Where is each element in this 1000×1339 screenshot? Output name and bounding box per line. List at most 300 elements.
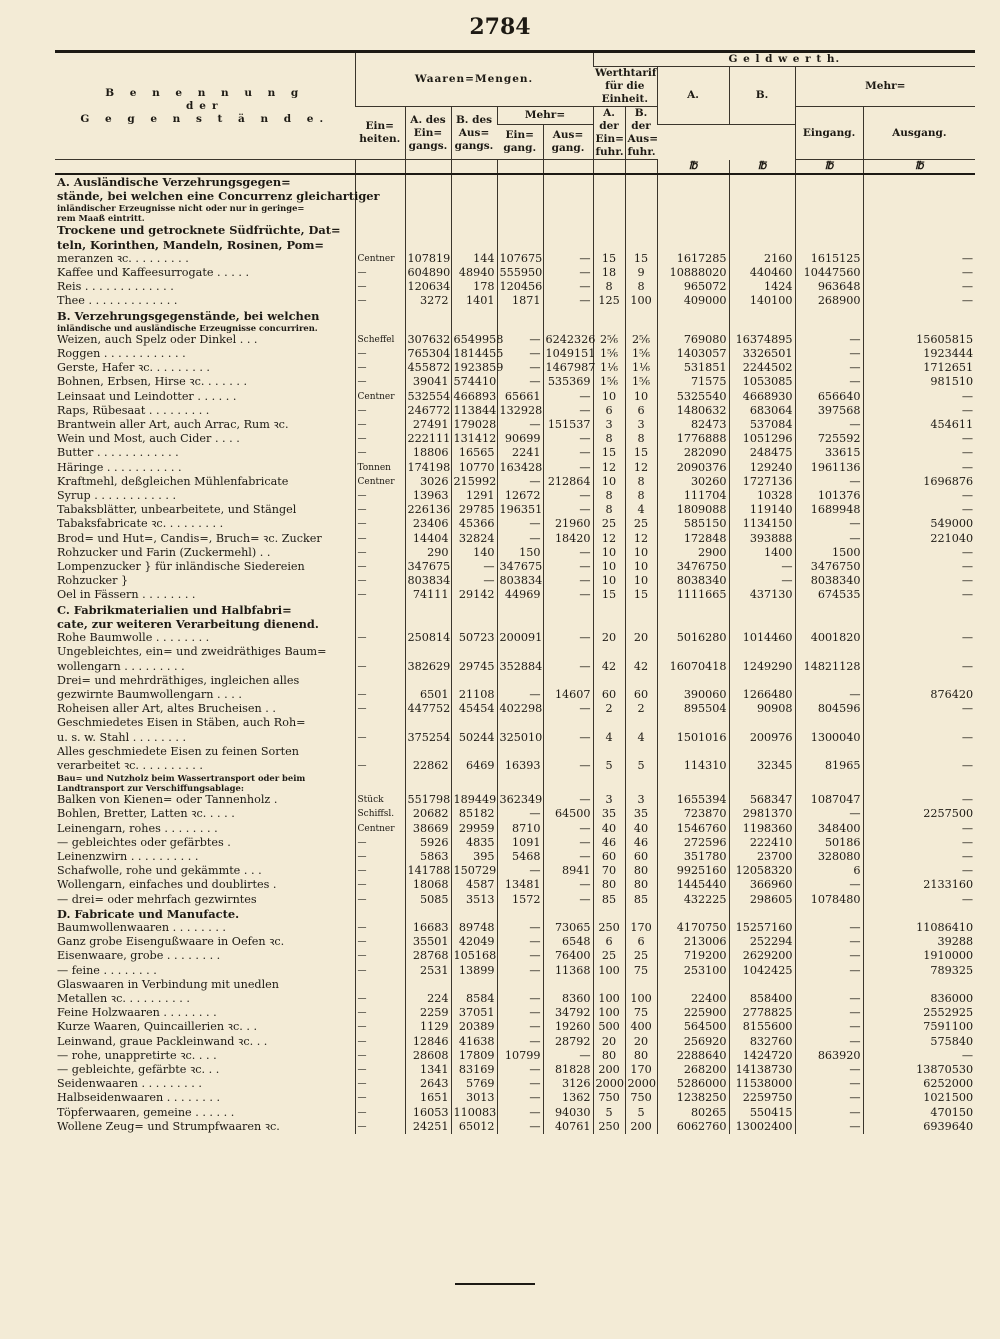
a-eingang-cell (405, 617, 451, 631)
value-b-cell: 14138730 (729, 1063, 795, 1077)
tarif-a-cell: 10 (593, 574, 625, 588)
value-a-cell (657, 907, 729, 921)
value-a-cell: 432225 (657, 893, 729, 907)
unit-cell: — (355, 280, 405, 294)
value-a-cell: 1403057 (657, 347, 729, 361)
value-mehr-ausgang-cell: — (863, 759, 975, 773)
value-mehr-ausgang-cell: 221040 (863, 532, 975, 546)
value-mehr-ausgang-cell: — (863, 560, 975, 574)
value-b-header: B. (729, 67, 795, 125)
a-eingang-cell (405, 189, 451, 203)
unit-cell (355, 223, 405, 237)
table-row (55, 280, 975, 294)
b-ausgang-cell: 144 (451, 252, 497, 266)
b-ausgang-cell: 4587 (451, 878, 497, 892)
value-b-cell: 298605 (729, 893, 795, 907)
mehr-ausgang-qty-cell: — (543, 793, 593, 807)
table-row (55, 1091, 975, 1105)
item-name-cell: cate, zur weiteren Verarbeitung dienend. (57, 616, 319, 631)
mehr-ausgang-qty-cell: 34792 (543, 1006, 593, 1020)
a-eingang-cell: 290 (405, 546, 451, 560)
value-a-cell: 1445440 (657, 878, 729, 892)
mehr-ausgang-qty-cell: — (543, 432, 593, 446)
tarif-a-cell: 200 (593, 1063, 625, 1077)
tarif-b-cell: 100 (625, 992, 657, 1006)
mehr-ausgang-qty-cell: — (543, 489, 593, 503)
value-a-cell: 2900 (657, 546, 729, 560)
table-row (55, 645, 975, 659)
tarif-a-cell (593, 323, 625, 333)
value-mehr-eingang-cell: — (795, 532, 863, 546)
table-row (55, 850, 975, 864)
mehr-eingang-qty-cell: 347675 (497, 560, 543, 574)
mehr-eingang-qty-cell: — (497, 333, 543, 347)
unit-cell: — (355, 532, 405, 546)
a-eingang-cell (405, 223, 451, 237)
tarif-b-cell: 9 (625, 266, 657, 280)
value-mehr-ausgang-cell: — (863, 503, 975, 517)
tarif-b-cell: 6 (625, 404, 657, 418)
geldwerth-header: G e l d w e r t h. (593, 52, 975, 67)
unit-cell (355, 174, 405, 189)
value-mehr-ausgang-cell: 575840 (863, 1035, 975, 1049)
value-a-cell: 5286000 (657, 1077, 729, 1091)
tarif-b-cell: 1⁵⁄₆ (625, 375, 657, 389)
tarif-a-cell (593, 907, 625, 921)
mehr-ausgang-qty-cell (543, 309, 593, 323)
b-ausgang-cell: — (451, 574, 497, 588)
item-name-cell: Tabaksblätter, unbearbeitete, und Stängel (57, 503, 297, 517)
a-eingang-cell: 1341 (405, 1063, 451, 1077)
b-ausgang-cell: 45454 (451, 702, 497, 716)
value-mehr-eingang-cell: 963648 (795, 280, 863, 294)
a-eingang-cell: 12846 (405, 1035, 451, 1049)
tarif-a-cell (593, 223, 625, 237)
value-mehr-ausgang-cell: 1696876 (863, 475, 975, 489)
unit-cell: Centner (355, 390, 405, 404)
value-a-cell: 253100 (657, 964, 729, 978)
item-name-cell: Leinenzwirn . . . . . . . . . . (57, 849, 199, 863)
table-row (55, 893, 975, 907)
a-eingang-cell: 347675 (405, 560, 451, 574)
value-mehr-ausgang-cell: 836000 (863, 992, 975, 1006)
tarif-b-cell (625, 773, 657, 783)
unit-cell: — (355, 375, 405, 389)
value-mehr-ausgang-cell: — (863, 546, 975, 560)
b-ausgang-cell: 65012 (451, 1120, 497, 1134)
b-ausgang-cell: 110083 (451, 1106, 497, 1120)
mehr-eingang-qty-cell: — (497, 864, 543, 878)
tarif-a-cell: 125 (593, 294, 625, 308)
b-ausgang-cell: 395 (451, 850, 497, 864)
table-row (55, 223, 975, 237)
value-b-cell: — (729, 574, 795, 588)
unit-cell: — (355, 964, 405, 978)
a-eingang-cell: 551798 (405, 793, 451, 807)
value-a-cell: 268200 (657, 1063, 729, 1077)
item-name-cell: Ganz grobe Eisengußwaare in Oefen ꝛc. (57, 935, 285, 949)
b-ausgang-cell: 41638 (451, 1035, 497, 1049)
tarif-b-cell: 80 (625, 878, 657, 892)
value-a-cell: 769080 (657, 333, 729, 347)
item-name-cell: Bau= und Nutzholz beim Wassertransport oder beim (57, 773, 306, 784)
tarif-b-cell: 12 (625, 532, 657, 546)
value-mehr-eingang-cell: — (795, 517, 863, 531)
value-b-cell: 32345 (729, 759, 795, 773)
unit-cell: — (355, 759, 405, 773)
value-b-cell (729, 174, 795, 189)
a-eingang-cell (405, 773, 451, 783)
blank-header (451, 160, 497, 175)
value-mehr-eingang-cell: 268900 (795, 294, 863, 308)
value-a-cell: 895504 (657, 702, 729, 716)
value-mehr-ausgang-cell: — (863, 836, 975, 850)
mehr-eingang-qty-cell (497, 203, 543, 213)
value-b-cell: 90908 (729, 702, 795, 716)
value-b-cell: 15257160 (729, 921, 795, 935)
item-name-cell: Rohzucker } (57, 574, 129, 588)
item-name-cell: D. Fabricate und Manufacte. (57, 906, 240, 921)
b-ausgang-cell: 50244 (451, 731, 497, 745)
item-name-cell: Weizen, auch Spelz oder Dinkel . . . (57, 332, 258, 346)
table-row (55, 716, 975, 730)
item-name-cell: — feine . . . . . . . . (57, 963, 157, 977)
table-row (55, 266, 975, 280)
tarif-a-cell: 8 (593, 489, 625, 503)
value-mehr-eingang-cell (795, 323, 863, 333)
value-b-cell: 858400 (729, 992, 795, 1006)
tarif-b-cell: 25 (625, 949, 657, 963)
einheiten-header: Ein= heiten. (355, 107, 405, 160)
unit-cell: — (355, 631, 405, 645)
table-row (55, 189, 975, 203)
b-ausgang-cell (451, 309, 497, 323)
tarif-b-cell: 6 (625, 935, 657, 949)
value-b-cell (729, 189, 795, 203)
table-row (55, 333, 975, 347)
table-row (55, 1049, 975, 1063)
b-ausgang-cell: 13899 (451, 964, 497, 978)
value-mehr-eingang-cell: 4001820 (795, 631, 863, 645)
b-ausgang-cell (451, 213, 497, 223)
value-mehr-ausgang-cell (863, 213, 975, 223)
value-mehr-eingang-cell: — (795, 1077, 863, 1091)
value-a-cell: 213006 (657, 935, 729, 949)
a-eingang-cell: 174198 (405, 461, 451, 475)
mehr-ausgang-qty-cell: — (543, 252, 593, 266)
value-b-cell (729, 978, 795, 992)
value-mehr-eingang-cell: 1300040 (795, 731, 863, 745)
mehr-eingang-qty-cell (497, 645, 543, 659)
unit-cell: — (355, 347, 405, 361)
item-name-cell: Reis . . . . . . . . . . . . . (57, 280, 174, 294)
item-name-cell: Leinwand, graue Packleinwand ꝛc. . . (57, 1034, 268, 1048)
a-eingang-cell: 23406 (405, 517, 451, 531)
a-eingang-cell (405, 645, 451, 659)
tarif-a-cell (593, 783, 625, 793)
mehr-eingang-qty-cell: — (497, 1020, 543, 1034)
value-mehr-eingang-cell (795, 213, 863, 223)
tarif-b-cell (625, 213, 657, 223)
unit-cell (355, 716, 405, 730)
mehr-ausgang-qty-cell: — (543, 731, 593, 745)
value-b-cell: 1053085 (729, 375, 795, 389)
tarif-b-cell (625, 309, 657, 323)
unit-cell: — (355, 546, 405, 560)
a-eingang-cell: 2643 (405, 1077, 451, 1091)
blank-header (625, 160, 657, 175)
unit-cell: — (355, 921, 405, 935)
mehr-eingang-qty-cell: 325010 (497, 731, 543, 745)
tarif-b-cell: 20 (625, 631, 657, 645)
table-row (55, 489, 975, 503)
value-b-cell: 550415 (729, 1106, 795, 1120)
table-row (55, 864, 975, 878)
value-mehr-ausgang-cell: — (863, 390, 975, 404)
tarif-a-cell (593, 773, 625, 783)
b-ausgang-cell: 85182 (451, 807, 497, 821)
mehr-eingang-qty-cell: 120456 (497, 280, 543, 294)
value-a-cell: 272596 (657, 836, 729, 850)
mehr-ausgang-qty-cell: — (543, 503, 593, 517)
item-name-cell: Rohzucker und Farin (Zuckermehl) . . (57, 545, 271, 559)
a-eingang-cell (405, 745, 451, 759)
b-ausgang-cell: 89748 (451, 921, 497, 935)
mehr-ausgang-qty-cell: — (543, 266, 593, 280)
value-b-cell: 1424720 (729, 1049, 795, 1063)
table-row (55, 617, 975, 631)
tarif-b-cell (625, 189, 657, 203)
b-ausgang-cell: 8584 (451, 992, 497, 1006)
value-mehr-ausgang-cell: — (863, 280, 975, 294)
value-b-cell: 2981370 (729, 807, 795, 821)
a-eingang-cell: 2259 (405, 1006, 451, 1020)
mehr-eingang-header: Eingang. (795, 107, 863, 160)
value-b-cell: 23700 (729, 850, 795, 864)
item-name-cell: Kraftmehl, deßgleichen Mühlenfabricate (57, 474, 289, 488)
value-mehr-ausgang-cell: — (863, 588, 975, 602)
mehr-eingang-qty-cell: 44969 (497, 588, 543, 602)
mehr-ausgang-qty-cell: — (543, 280, 593, 294)
b-ausgang-cell: 5769 (451, 1077, 497, 1091)
value-b-cell: 200976 (729, 731, 795, 745)
item-name-cell: Leinsaat und Leindotter . . . . . . (57, 389, 237, 403)
value-a-cell: 2090376 (657, 461, 729, 475)
tarif-a-cell: 42 (593, 660, 625, 674)
a-eingang-cell: 141788 (405, 864, 451, 878)
value-a-header: A. (657, 67, 729, 125)
value-mehr-ausgang-cell: — (863, 252, 975, 266)
unit-cell: Scheffel (355, 333, 405, 347)
mehr-ausgang-qty-cell: — (543, 446, 593, 460)
mehr-eingang-qty-cell: — (497, 517, 543, 531)
tarif-a-cell: 3 (593, 418, 625, 432)
value-mehr-ausgang-cell: — (863, 850, 975, 864)
mehr-ausgang-qty-cell: — (543, 404, 593, 418)
value-mehr-eingang-cell: — (795, 878, 863, 892)
a-eingang-cell: 455872 (405, 361, 451, 375)
tarif-a-cell (593, 189, 625, 203)
item-name-cell: Bohlen, Bretter, Latten ꝛc. . . . . (57, 807, 235, 821)
b-ausgang-cell: 21108 (451, 688, 497, 702)
tarif-b-cell: 10 (625, 546, 657, 560)
a-eingang-cell: 28768 (405, 949, 451, 963)
a-eingangs-header: A. des Ein= gangs. (405, 107, 451, 160)
b-ausgang-cell: 83169 (451, 1063, 497, 1077)
b-ausgang-cell: 37051 (451, 1006, 497, 1020)
value-b-cell: 1134150 (729, 517, 795, 531)
table-row (55, 347, 975, 361)
value-mehr-ausgang-cell (863, 309, 975, 323)
mehr-eingang-qty-cell: — (497, 921, 543, 935)
tarif-b-cell: 100 (625, 294, 657, 308)
value-mehr-ausgang-cell (863, 745, 975, 759)
value-mehr-eingang-cell: 14821128 (795, 660, 863, 674)
item-name-cell: Wollene Zeug= und Strumpfwaaren ꝛc. (57, 1119, 280, 1133)
value-mehr-ausgang-cell (863, 617, 975, 631)
unit-cell: — (355, 574, 405, 588)
value-mehr-ausgang-cell: 39288 (863, 935, 975, 949)
mehr-eingang-qty-cell (497, 223, 543, 237)
item-name-cell: Raps, Rübesaat . . . . . . . . . (57, 403, 210, 417)
value-mehr-ausgang-cell: 11086410 (863, 921, 975, 935)
item-name-cell: Eisenwaare, grobe . . . . . . . . (57, 949, 221, 963)
unit-cell (355, 978, 405, 992)
item-name-cell: A. Ausländische Verzehrungsgegen= (57, 175, 291, 189)
a-eingang-cell: 307632 (405, 333, 451, 347)
b-ausgang-cell: 1923859 (451, 361, 497, 375)
mehr-ausgang-qty-cell (543, 716, 593, 730)
mehr-ausgang-qty-cell (543, 203, 593, 213)
value-a-cell (657, 603, 729, 617)
value-mehr-eingang-cell: 81965 (795, 759, 863, 773)
table-row (55, 361, 975, 375)
tarif-a-cell: 18 (593, 266, 625, 280)
mehr-ausgang-header: Ausgang. (863, 107, 975, 160)
mehr-ausgang-qty-cell: — (543, 759, 593, 773)
a-eingang-cell: 765304 (405, 347, 451, 361)
mehr-eingang-qty-cell (497, 189, 543, 203)
unit-cell: — (355, 864, 405, 878)
item-name-cell: Schafwolle, rohe und gekämmte . . . (57, 864, 262, 878)
tarif-a-cell: 8 (593, 503, 625, 517)
tarif-a-cell: 5 (593, 759, 625, 773)
mehr-eingang-qty-cell: 196351 (497, 503, 543, 517)
value-b-cell: 16374895 (729, 333, 795, 347)
value-mehr-ausgang-cell: — (863, 574, 975, 588)
item-name-cell: — rohe, unappretirte ꝛc. . . . (57, 1048, 217, 1062)
b-ausgang-cell (451, 223, 497, 237)
b-ausgang-cell: 215992 (451, 475, 497, 489)
value-b-cell (729, 907, 795, 921)
tarif-b-cell: 15 (625, 446, 657, 460)
a-eingang-cell (405, 174, 451, 189)
value-mehr-ausgang-cell: — (863, 446, 975, 460)
table-row (55, 213, 975, 223)
b-ausgang-cell: 3013 (451, 1091, 497, 1105)
table-row (55, 907, 975, 921)
mehr-eingang-qty-cell: 13481 (497, 878, 543, 892)
value-b-cell: 1727136 (729, 475, 795, 489)
value-a-cell: 256920 (657, 1035, 729, 1049)
value-b-cell: 1051296 (729, 432, 795, 446)
value-mehr-ausgang-cell: 789325 (863, 964, 975, 978)
tarif-a-cell: 20 (593, 631, 625, 645)
value-a-cell (657, 617, 729, 631)
value-mehr-eingang-cell: — (795, 807, 863, 821)
value-mehr-eingang-cell (795, 238, 863, 252)
werthtarif-header: Werthtarif für die Einheit. (595, 67, 657, 105)
value-b-cell (729, 716, 795, 730)
unit-cell: — (355, 489, 405, 503)
value-b-cell: 4668930 (729, 390, 795, 404)
mehr-eingang-qty-cell: — (497, 949, 543, 963)
value-b-cell: 2259750 (729, 1091, 795, 1105)
tarif-a-cell: 15 (593, 252, 625, 266)
item-name-cell: Kurze Waaren, Quincaillerien ꝛc. . . (57, 1020, 257, 1034)
unit-cell: — (355, 418, 405, 432)
mehr-ausgang-qty-cell: 1362 (543, 1091, 593, 1105)
tarif-b-cell: 2000 (625, 1077, 657, 1091)
tarif-a-cell: 250 (593, 1120, 625, 1134)
unit-cell: — (355, 688, 405, 702)
b-ausgang-cell: 179028 (451, 418, 497, 432)
value-mehr-eingang-cell: 656640 (795, 390, 863, 404)
mehr-ausgang-qty-cell (543, 174, 593, 189)
table-row (55, 807, 975, 821)
table-row (55, 1077, 975, 1091)
mehr-eingang-qty-cell: 16393 (497, 759, 543, 773)
table-row (55, 702, 975, 716)
mehr-ausgang-qty-cell: 73065 (543, 921, 593, 935)
a-eingang-cell: 5085 (405, 893, 451, 907)
item-name-cell: meranzen ꝛc. . . . . . . . . (57, 251, 189, 265)
b-ausgang-cell: 42049 (451, 935, 497, 949)
mehr-eingang-qty-cell: — (497, 1006, 543, 1020)
unit-cell: — (355, 1035, 405, 1049)
mehr-eingang-qty-cell (497, 238, 543, 252)
value-mehr-eingang-cell: 725592 (795, 432, 863, 446)
mehr-eingang-qty-cell: — (497, 1063, 543, 1077)
table-row (55, 836, 975, 850)
table-row (55, 390, 975, 404)
value-mehr-ausgang-cell: 2257500 (863, 807, 975, 821)
table-row (55, 1006, 975, 1020)
value-b-cell: 1266480 (729, 688, 795, 702)
value-mehr-ausgang-cell: 1021500 (863, 1091, 975, 1105)
table-row (55, 446, 975, 460)
value-a-cell: 225900 (657, 1006, 729, 1020)
tarif-b-cell: 10 (625, 574, 657, 588)
value-b-cell: 12058320 (729, 864, 795, 878)
tarif-b-cell (625, 907, 657, 921)
item-name-cell: Landtransport zur Verschiffungsablage: (57, 783, 244, 794)
item-name-cell: verarbeitet ꝛc. . . . . . . . . . (57, 758, 203, 772)
value-b-cell: 1249290 (729, 660, 795, 674)
a-eingang-cell: 224 (405, 992, 451, 1006)
unit-cell: — (355, 935, 405, 949)
b-ausgang-cell: 29959 (451, 822, 497, 836)
table-row (55, 1106, 975, 1120)
value-b-cell: 683064 (729, 404, 795, 418)
a-eingang-cell (405, 603, 451, 617)
tarif-b-cell: 2⁵⁄₆ (625, 333, 657, 347)
mehr-eingang-qty-cell (497, 978, 543, 992)
value-mehr-eingang-cell: 33615 (795, 446, 863, 460)
value-b-cell: 568347 (729, 793, 795, 807)
value-b-cell (729, 603, 795, 617)
value-mehr-ausgang-cell: 15605815 (863, 333, 975, 347)
